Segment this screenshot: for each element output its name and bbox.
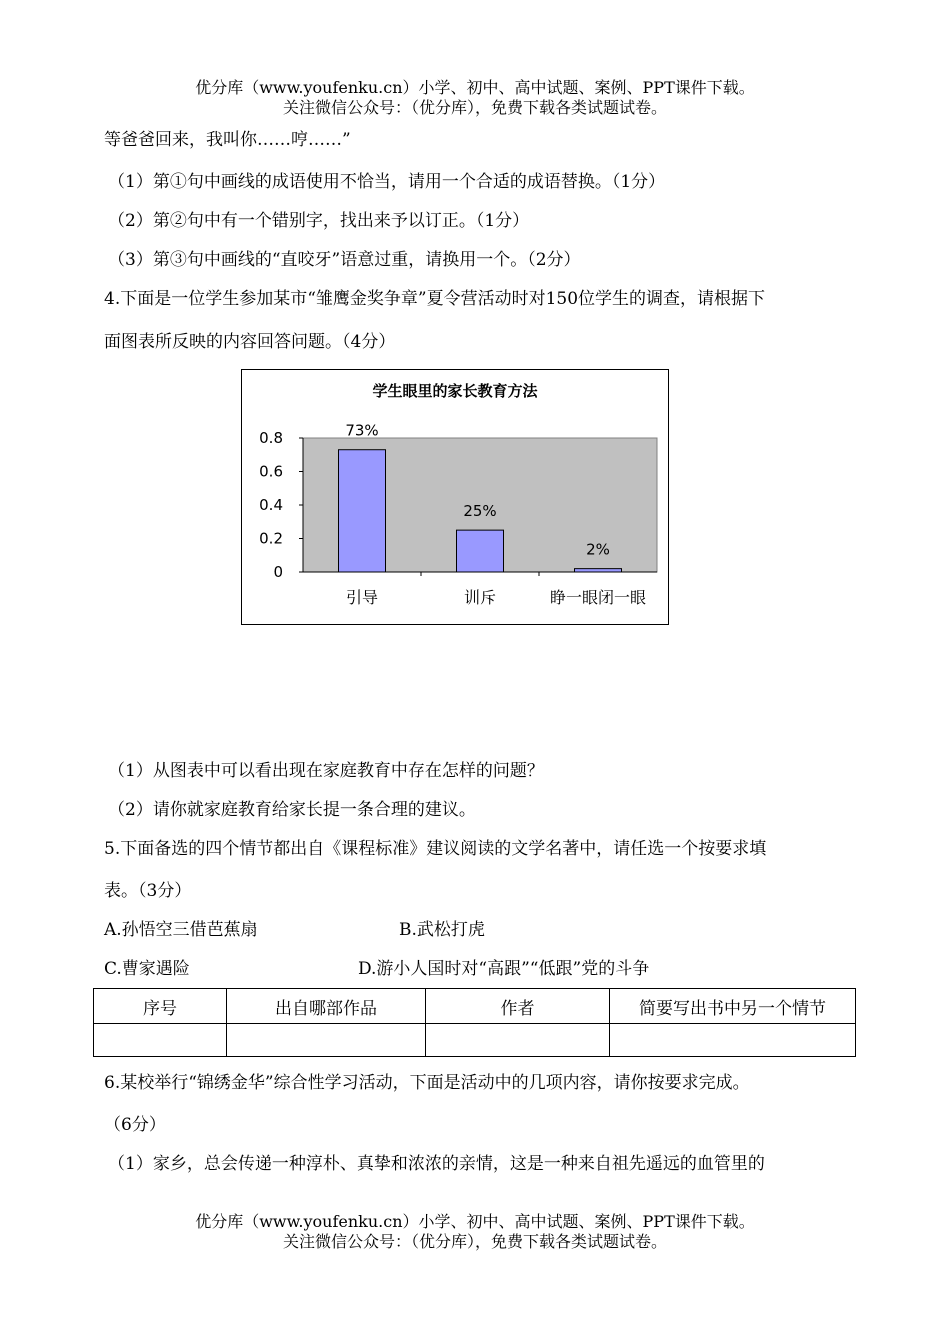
question-4-1: （1）从图表中可以看出现在家庭教育中存在怎样的问题？: [108, 761, 544, 781]
table-cell[interactable]: [610, 1024, 856, 1057]
table-header-row: [94, 989, 856, 1024]
question-4-stem-cont: 面图表所反映的内容回答问题。（4分）: [104, 332, 396, 352]
x-tick-label: 训斥: [463, 588, 497, 607]
text-line: 等爸爸回来，我叫你……哼……”: [104, 130, 351, 150]
question-6-stem: 6.某校举行“锦绣金华”综合性学习活动，下面是活动中的几项内容，请你按要求完成。: [104, 1073, 750, 1093]
y-tick-label: 0.8: [259, 429, 283, 447]
option-d: D.游小人国时对“高跟”“低跟”党的斗争: [358, 959, 650, 979]
table-cell[interactable]: [426, 1024, 610, 1057]
header-line-2: 关注微信公众号：（优分库），免费下载各类试题试卷。: [282, 98, 667, 117]
chart-title: 学生眼里的家长教育方法: [372, 382, 538, 400]
data-label: 25%: [463, 502, 497, 521]
answer-table: [93, 988, 856, 1057]
x-tick-label: 睁一眼闭一眼: [549, 588, 647, 607]
data-label: 2%: [586, 540, 610, 559]
question-3-1: （1）第①句中画线的成语使用不恰当，请用一个合适的成语替换。（1分）: [108, 172, 666, 192]
table-header-cell: 序号: [94, 989, 227, 1024]
chart-svg: [242, 370, 668, 624]
y-tick-label: 0.2: [259, 529, 283, 548]
question-4-2: （2）请你就家庭教育给家长提一条合理的建议。: [108, 800, 476, 820]
y-tick-label: 0: [273, 563, 283, 581]
question-6-stem-cont: （6分）: [104, 1115, 166, 1135]
option-a: A.孙悟空三借芭蕉扇: [104, 920, 258, 940]
table-cell[interactable]: [94, 1024, 227, 1057]
x-tick-label: 引导: [345, 588, 379, 607]
table-cell[interactable]: [227, 1024, 426, 1057]
option-c: C.曹家遇险: [104, 959, 190, 979]
footer-line-2: 关注微信公众号：（优分库），免费下载各类试题试卷。: [282, 1232, 667, 1251]
y-tick-label: 0.6: [259, 462, 283, 481]
table-row: [94, 1024, 856, 1057]
bar: [339, 450, 386, 572]
bar-chart: [241, 369, 669, 625]
question-3-2: （2）第②句中有一个错别字，找出来予以订正。（1分）: [108, 211, 530, 231]
table-header-cell: 作者: [426, 989, 610, 1024]
header-line-1: 优分库（www.youfenku.cn）小学、初中、高中试题、案例、PPT课件下载。: [195, 78, 755, 97]
question-5-stem: 5.下面备选的四个情节都出自《课程标准》建议阅读的文学名著中，请任选一个按要求填: [104, 839, 767, 859]
data-label: 73%: [345, 421, 379, 440]
question-3-3: （3）第③句中画线的“直咬牙”语意过重，请换用一个。（2分）: [108, 250, 581, 270]
bar: [457, 530, 504, 572]
footer-line-1: 优分库（www.youfenku.cn）小学、初中、高中试题、案例、PPT课件下载。: [195, 1212, 755, 1231]
bar: [575, 569, 622, 572]
y-tick-label: 0.4: [259, 496, 283, 514]
table-header-cell: 简要写出书中另一个情节: [610, 989, 856, 1024]
question-5-stem-cont: 表。（3分）: [104, 881, 192, 901]
question-4-stem: 4.下面是一位学生参加某市“雏鹰金奖争章”夏令营活动时对150位学生的调查，请根据下: [104, 289, 766, 309]
table-header-cell: 出自哪部作品: [227, 989, 426, 1024]
question-6-1: （1）家乡，总会传递一种淳朴、真挚和浓浓的亲情，这是一种来自祖先遥远的血管里的: [108, 1154, 765, 1174]
option-b: B.武松打虎: [399, 920, 485, 940]
